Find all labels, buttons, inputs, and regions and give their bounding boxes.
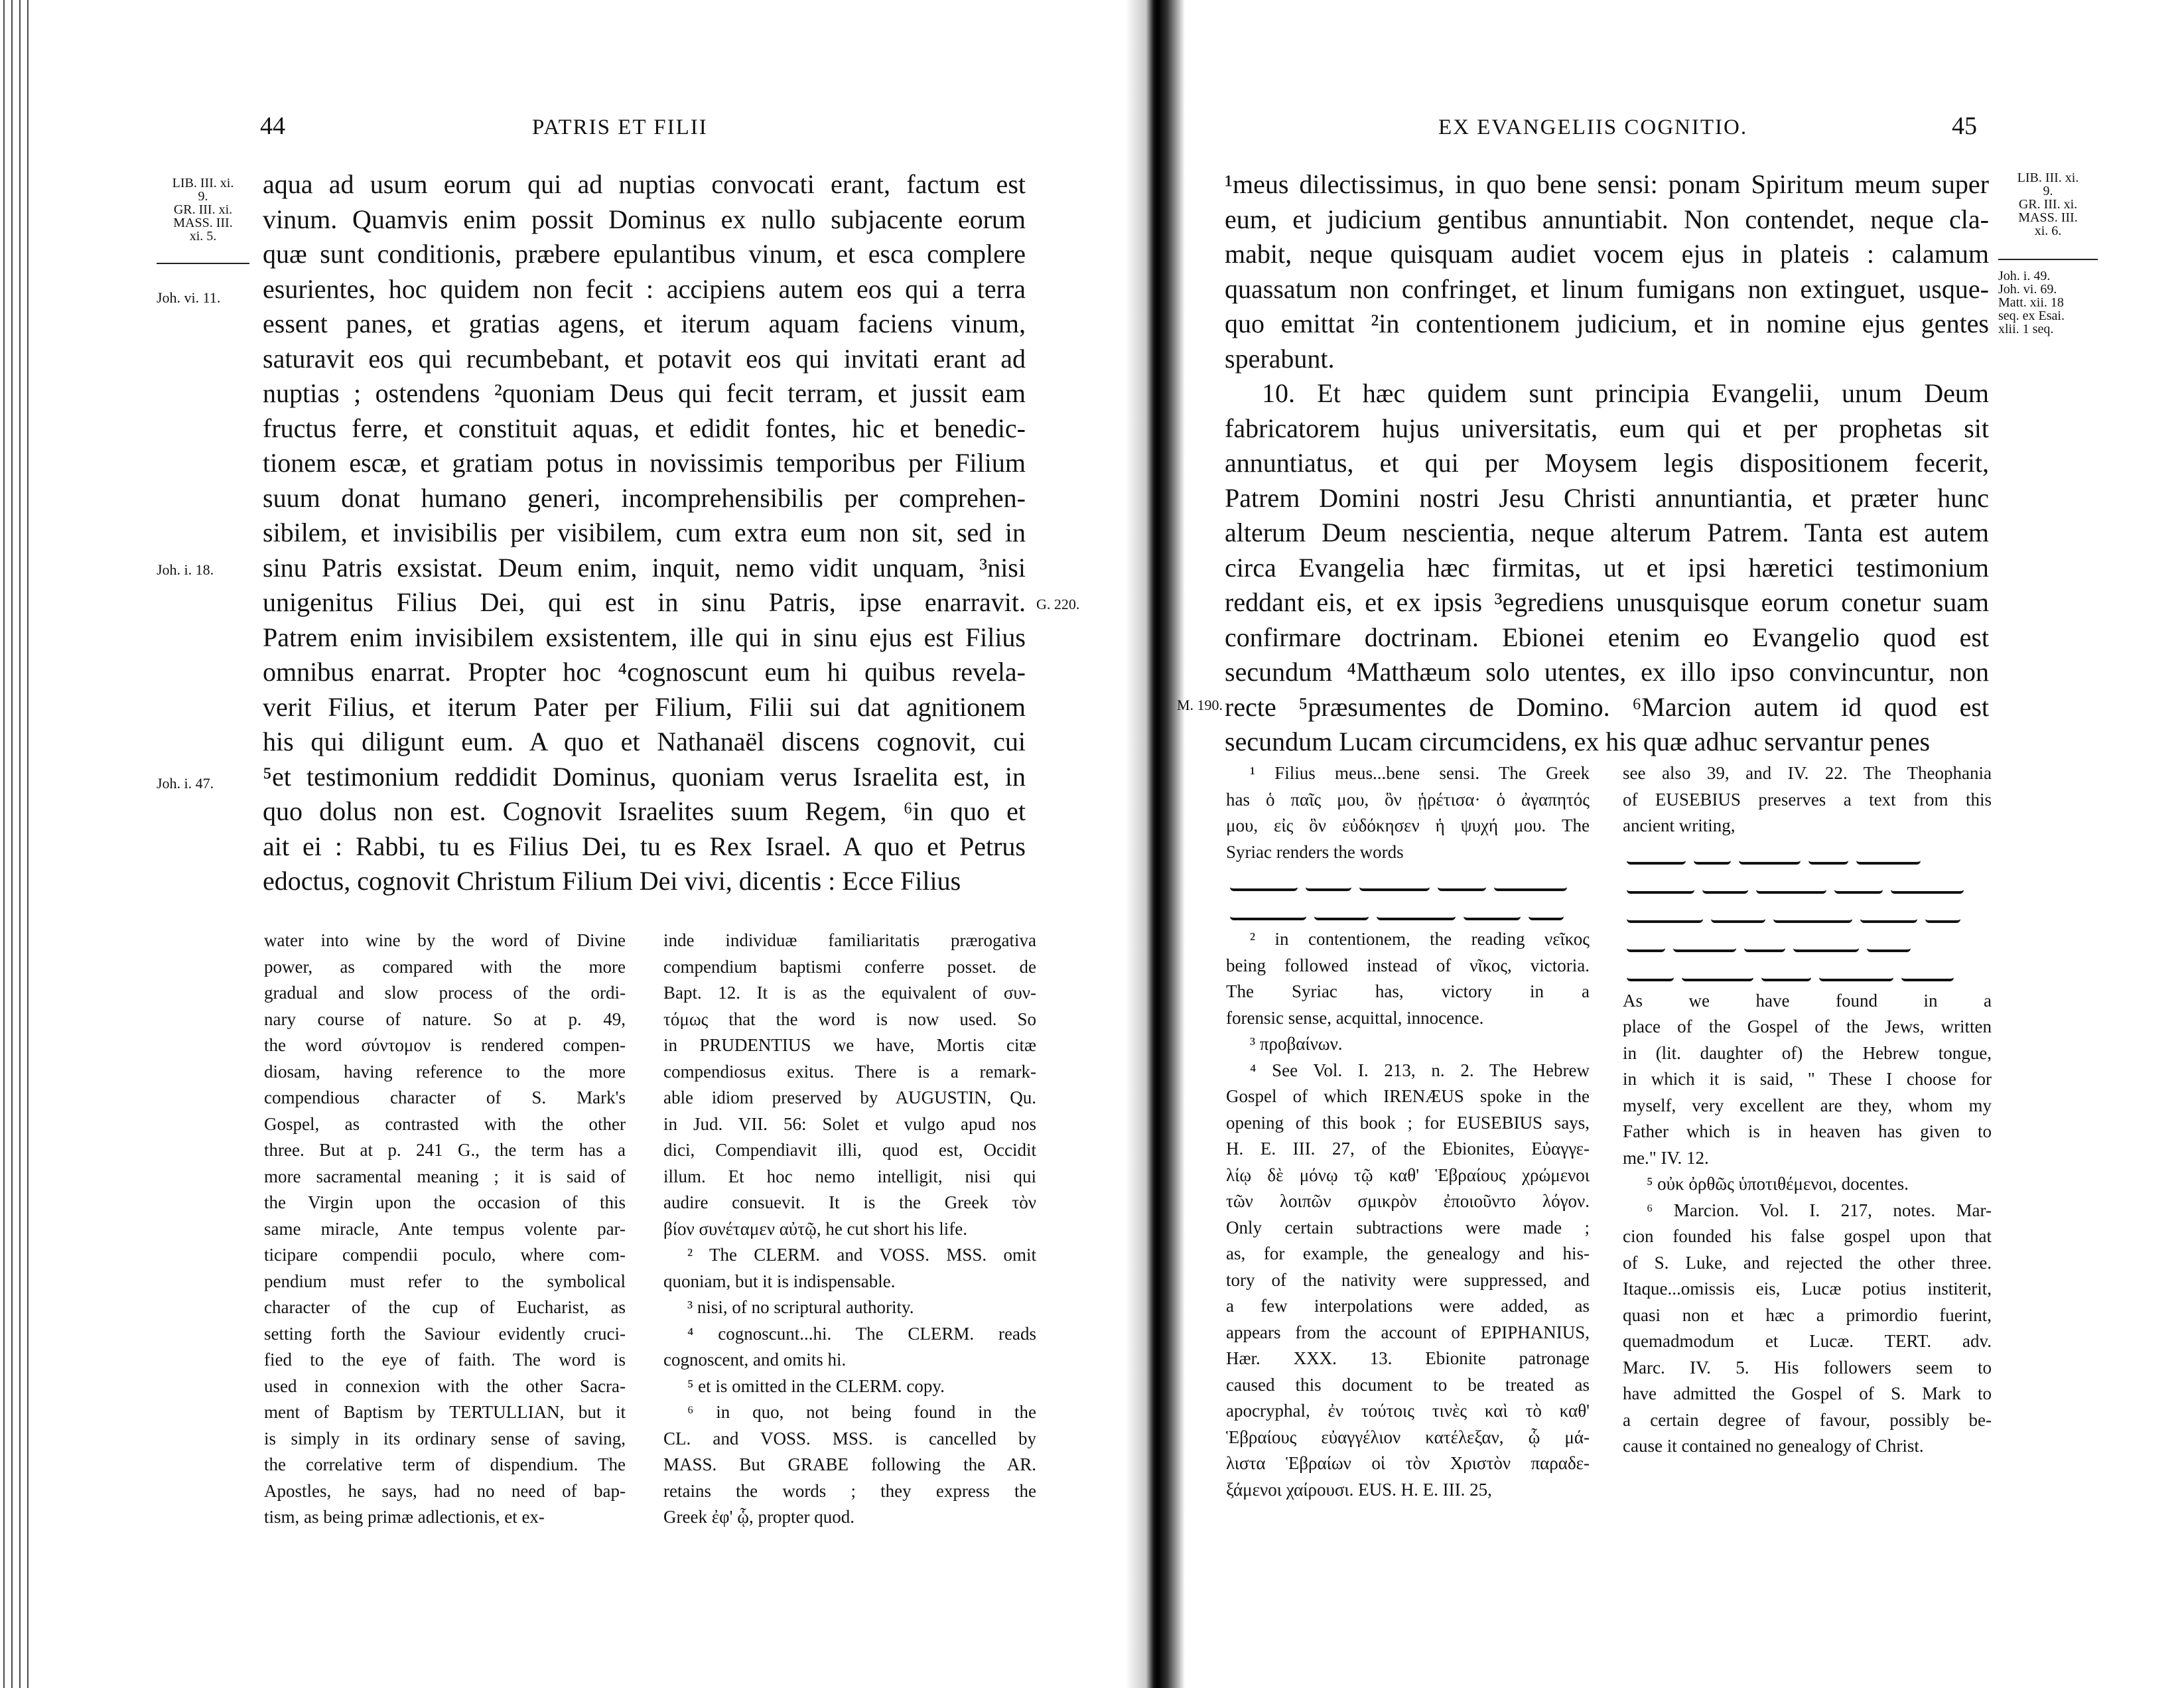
text-line: tionem escæ, et gratiam potus in novissimis temporibus per Filium — [263, 448, 1026, 478]
text-line: nuptias ; ostendens ²quoniam Deus qui fecit terram, et jussit eam — [263, 378, 1026, 408]
footnote-line: ³ προβαίνων. — [1250, 1034, 1343, 1054]
footnote-line: Bapt. 12. It is as the equivalent of συν- — [663, 983, 1036, 1003]
syriac-glyph — [1377, 903, 1456, 920]
footnote-line: compendium baptismi conferre posset. de — [663, 956, 1036, 977]
footnote-line: tory of the nativity were suppressed, and — [1226, 1269, 1590, 1290]
footnote-line: ⁵ et is omitted in the CLERM. copy. — [687, 1375, 945, 1396]
footnote-line: character of the cup of Eucharist, as — [264, 1297, 626, 1317]
footnote-line: μου, εἰς ὃν εὐδόκησεν ἡ ψυχή μου. The — [1226, 815, 1590, 835]
syriac-glyph — [1834, 877, 1883, 894]
main-text — [263, 167, 1026, 899]
footnote-line: MASS. But GRABE following the AR. — [663, 1454, 1036, 1474]
footnote-line: in Jud. VII. 56: Solet et vulgo apud nos — [663, 1113, 1036, 1134]
footnote-line: me." IV. 12. — [1623, 1147, 1709, 1168]
footnote-line: ² The CLERM. and VOSS. MSS. omit — [687, 1245, 1036, 1265]
text-line: recte ⁵præsumentes de Domino. ⁶Marcion autem id quod est — [1225, 691, 1989, 722]
syriac-glyph — [1529, 903, 1564, 920]
syriac-text-line — [1623, 871, 1992, 898]
footnote-line: apocryphal, ἐν τούτοις τινὲς καὶ τὸ καθ' — [1226, 1401, 1590, 1421]
footnote-line: appears from the account of EPIPHANIUS, — [1226, 1322, 1590, 1342]
footnote-line: λιστα Ἑβραίων οἱ τὸν Χριστὸν παραδε- — [1226, 1453, 1590, 1473]
syriac-text-line — [1226, 868, 1590, 894]
footnote-line: Gospel, as contrasted with the other — [264, 1113, 626, 1134]
syriac-glyph — [1925, 906, 1960, 923]
text-line: suum donat humano generi, incomprehensibilis per comprehen- — [263, 482, 1026, 513]
footnotes-column-2 — [663, 928, 1036, 1531]
footnote-line: Itaque...omissis eis, Lucæ potius institerit, — [1623, 1279, 1992, 1299]
text-line: quo dolus non est. Cognovit Israelites suum Regem, ⁶in quo et — [263, 796, 1026, 826]
footnote-line: Father which is in heaven has given to — [1623, 1121, 1992, 1141]
footnote-line: quemadmodum et Lucæ. TERT. adv. — [1623, 1331, 1992, 1351]
syriac-glyph — [1494, 874, 1567, 891]
footnote-line: As we have found in a — [1623, 990, 1992, 1011]
footnote-line: ξάμενοι χαίρουσι. EUS. H. E. III. 25, — [1226, 1479, 1492, 1500]
margin-ref-joh: Joh. i. 49. Joh. vi. 69. Matt. xii. 18 seq. ex Esai. xlii. 1 seq. — [1998, 269, 2065, 336]
book-gutter — [1125, 0, 1185, 1688]
footnote-line: the word σύντομον is rendered compen- — [264, 1035, 626, 1055]
syriac-glyph — [1867, 935, 1911, 952]
footnote-line: compendiosus exitus. There is a remark- — [663, 1061, 1036, 1082]
text-line: ⁵et testimonium reddidit Dominus, quoniam verus Israelita est, in — [263, 761, 1026, 792]
footnote-line: caused this document to be treated as — [1226, 1374, 1590, 1395]
footnote-line: λίῳ δὲ μόνῳ τῷ καθ' Ἑβραίους χρώμενοι — [1226, 1164, 1590, 1185]
footnotes-column-2 — [1623, 760, 1992, 1460]
text-line: Patrem enim invisibilem exsistentem, ille qui in sinu ejus est Filius — [263, 622, 1026, 652]
margin-ref-joh-i-18: Joh. i. 18. — [157, 561, 214, 578]
footnote-line: ancient writing, — [1623, 815, 1736, 835]
footnote-line: ⁴ cognoscunt...hi. The CLERM. reads — [687, 1323, 1036, 1344]
syriac-glyph — [1901, 964, 1954, 981]
footnote-line: H. E. III. 27, of the Ebionites, Εὐαγγε- — [1226, 1139, 1590, 1159]
text-line: alterum Deum nescientia, neque alterum Patrem. Tanta est autem — [1225, 518, 1989, 547]
footnote-line: a few interpolations were added, as — [1226, 1296, 1590, 1316]
syriac-glyph — [1673, 935, 1736, 952]
footnote-line: Only certain subtractions were made ; — [1226, 1217, 1590, 1237]
footnotes-column-1 — [1226, 760, 1590, 1503]
footnote-line: used in connexion with the other Sacra- — [264, 1375, 626, 1396]
footnote-line: ¹ Filius meus...bene sensi. The Greek — [1250, 763, 1590, 783]
footnote-line: a certain degree of favour, possibly be- — [1623, 1409, 1992, 1430]
footnote-line: audire consuevit. It is the Greek τὸν — [663, 1192, 1036, 1212]
margin-ref-m-190: M. 190. — [1177, 697, 1223, 713]
footnote-line: ticipare compendii poculo, where com- — [264, 1245, 626, 1265]
text-line: ait ei : Rabbi, tu es Filius Dei, tu es Rex Israel. A quo et Petrus — [263, 831, 1026, 861]
margin-ref-joh-i-47: Joh. i. 47. — [157, 775, 214, 792]
syriac-glyph — [1627, 847, 1686, 865]
syriac-glyph — [1627, 877, 1694, 894]
page-number: 44 — [260, 112, 285, 140]
syriac-glyph — [1761, 964, 1811, 981]
text-line: mabit, neque quisquam audiet vocem ejus in plateis : calamum — [1225, 239, 1989, 269]
footnote-line: gradual and slow process of the ordi- — [264, 983, 626, 1003]
syriac-glyph — [1627, 964, 1674, 981]
syriac-glyph — [1744, 935, 1785, 952]
footnote-line: the Virgin upon the occasion of this — [264, 1192, 626, 1212]
text-line: secundum ⁴Matthæum solo utentes, ex illo ipso convincuntur, non — [1225, 657, 1989, 687]
syriac-text-line — [1623, 959, 1992, 985]
footnote-line: able idiom preserved by AUGUSTIN, Qu. — [663, 1088, 1036, 1107]
footnote-line: more sacramental meaning ; it is said of — [264, 1166, 626, 1186]
footnote-line: cognoscent, and omits hi. — [663, 1350, 847, 1370]
syriac-glyph — [1756, 877, 1826, 894]
syriac-glyph — [1627, 906, 1703, 923]
footnotes-column-1 — [264, 928, 626, 1531]
footnote-line: illum. Et hoc nemo intelligit, nisi qui — [663, 1166, 1036, 1186]
text-line: quo emittat ²in contentionem judicium, et in nomine ejus gentes — [1225, 309, 1989, 338]
text-line: quæ sunt conditionis, præbere epulantibus vinum, et esca complere — [263, 239, 1026, 269]
footnote-line: compendious character of S. Mark's — [264, 1088, 626, 1107]
margin-rule — [157, 263, 249, 264]
footnote-line: Marc. IV. 5. His followers seem to — [1623, 1357, 1992, 1377]
text-line: omnibus enarrat. Propter hoc ⁴cognoscunt eum hi quibus revela- — [263, 657, 1026, 687]
syriac-glyph — [1860, 906, 1917, 923]
footnote-line: ⁵ οὐκ ὀρθῶς ὑποτιθέμενοι, docentes. — [1647, 1174, 1909, 1194]
footnote-line: forensic sense, acquittal, innocence. — [1226, 1007, 1484, 1028]
margin-rule — [1998, 259, 2098, 260]
footnote-line: βίον συνέταμεν αὐτῷ, he cut short his life. — [663, 1218, 968, 1239]
syriac-glyph — [1711, 906, 1765, 923]
margin-ref-joh-vi-11: Joh. vi. 11. — [157, 289, 221, 306]
text-line: sinu Patris exsistat. Deum enim, inquit, nemo vidit unquam, ³nisi — [263, 552, 1026, 583]
footnote-line: ⁴ See Vol. I. 213, n. 2. The Hebrew — [1250, 1060, 1590, 1080]
footnote-line: has ὁ παῖς μου, ὃν ᾑρέτισα· ὁ ἀγαπητός — [1226, 789, 1590, 809]
text-line: Patrem Domini nostri Jesu Christi annuntiantia, et præter hunc — [1225, 482, 1989, 513]
footnote-line: pendium must refer to the symbolical — [264, 1271, 626, 1291]
footnote-line: τῶν λοιπῶν σμικρὸν ἐποιοῦντο λόγον. — [1226, 1191, 1590, 1211]
text-line: 10. Et hæc quidem sunt principia Evangelii, unum Deum — [1262, 378, 1989, 408]
footnote-line: in which it is said, " These I choose for — [1623, 1069, 1992, 1089]
footnote-line: myself, very excellent are they, whom my — [1623, 1095, 1992, 1115]
syriac-glyph — [1793, 935, 1859, 952]
syriac-glyph — [1773, 906, 1852, 923]
footnote-line: place of the Gospel of the Jews, written — [1623, 1017, 1992, 1036]
footnote-line: nary course of nature. So at p. 49, — [264, 1009, 626, 1029]
margin-ref-g-220: G. 220. — [1036, 596, 1080, 612]
footnote-line: Gospel of which IRENÆUS spoke in the — [1226, 1086, 1590, 1106]
syriac-glyph — [1891, 877, 1964, 894]
page-number: 45 — [1952, 112, 1977, 140]
text-line: fabricatorem hujus universitatis, eum qui et per prophetas sit — [1225, 413, 1989, 443]
footnote-line: as, for example, the genealogy and his- — [1226, 1243, 1590, 1263]
text-line: aqua ad usum eorum qui ad nuptias convocati erant, factum est — [263, 169, 1026, 199]
footnote-line: Greek ἐφ' ᾧ, propter quod. — [663, 1507, 854, 1527]
syriac-glyph — [1359, 874, 1430, 891]
footnote-line: water into wine by the word of Divine — [264, 930, 626, 950]
footnote-line: being followed instead of νῖκος, victoria. — [1226, 955, 1590, 975]
text-line: sibilem, et invisibilis per visibilem, cum extra eum non sit, sed in — [263, 518, 1026, 547]
syriac-glyph — [1230, 903, 1306, 920]
syriac-text-line — [1226, 897, 1590, 924]
footnote-line: same miracle, Ante tempus volente par- — [264, 1218, 626, 1239]
footnote-line: The Syriac has, victory in a — [1226, 981, 1590, 1001]
main-text — [1225, 167, 1989, 760]
footnote-line: Syriac renders the words — [1226, 841, 1404, 862]
text-line: unigenitus Filius Dei, qui est in sinu Patris, ipse enarravit. — [263, 587, 1026, 617]
footnote-line: see also 39, and IV. 22. The Theophania — [1623, 763, 1992, 783]
footnote-line: diosam, having reference to the more — [264, 1061, 626, 1082]
footnote-line: opening of this book ; for EUSEBIUS says, — [1226, 1112, 1590, 1133]
footnote-line: cause it contained no genealogy of Christ. — [1623, 1436, 1924, 1456]
text-line: annuntiatus, et qui per Moysem legis dispositionem fecerit, — [1225, 448, 1989, 478]
syriac-text-line — [1623, 930, 1992, 956]
syriac-glyph — [1314, 903, 1369, 920]
text-line: vinum. Quamvis enim possit Dominus ex nullo subjacente eorum — [263, 204, 1026, 234]
syriac-text-line — [1623, 900, 1992, 927]
footnote-line: is simply in its ordinary sense of saving, — [264, 1428, 626, 1448]
text-line: quassatum non confringet, et linum fumigans non extinguet, usque- — [1225, 273, 1989, 304]
text-line: essent panes, et gratias agens, et iterum aquam faciens vinum, — [263, 309, 1026, 338]
text-line: ¹meus dilectissimus, in quo bene sensi: ponam Spiritum meum super — [1225, 169, 1989, 199]
text-line: reddant eis, et ex ipsis ³egrediens unusquisque eorum conetur suam — [1225, 587, 1989, 617]
footnote-line: tism, as being primæ adlectionis, et ex- — [264, 1507, 545, 1527]
footnote-line: in PRUDENTIUS we have, Mortis citæ — [663, 1035, 1036, 1055]
footnote-line: inde individuæ familiaritatis prærogativa — [663, 930, 1036, 950]
footnote-line: have admitted the Gospel of S. Mark to — [1623, 1383, 1992, 1403]
text-line: secundum Lucam circumcidens, ex his quæ adhuc servantur penes — [1225, 727, 1931, 756]
footnote-line: quoniam, but it is indispensable. — [663, 1271, 896, 1291]
footnote-line: Ἑβραίους εὐαγγέλιον κατέλεξαν, ᾧ μά- — [1226, 1427, 1590, 1447]
text-line: eum, et judicium gentibus annuntiabit. Non contendet, neque cla- — [1225, 204, 1989, 234]
margin-ref-lib: LIB. III. xi. 9. GR. III. xi. MASS. III. xi. 6. — [2017, 171, 2079, 238]
footnote-line: Hær. XXX. 13. Ebionite patronage — [1226, 1348, 1590, 1368]
footnote-line: in (lit. daughter of) the Hebrew tongue, — [1623, 1042, 1992, 1063]
text-line: verit Filius, et iterum Pater per Filium, Filii sui dat agnitionem — [263, 691, 1026, 722]
text-line: saturavit eos qui recumbebant, et potavit eos qui invitati erant ad — [263, 343, 1026, 374]
footnote-line: of EUSEBIUS preserves a text from this — [1623, 789, 1992, 809]
syriac-glyph — [1819, 964, 1893, 981]
footnote-line: ⁶ Marcion. Vol. I. 217, notes. Mar- — [1647, 1200, 1992, 1220]
text-line: circa Evangelia hæc firmitas, ut et ipsi hæretici testimonium — [1225, 552, 1989, 583]
footnote-line: ment of Baptism by TERTULLIAN, but it — [264, 1402, 626, 1422]
footnote-line: cion founded his false gospel upon that — [1623, 1226, 1992, 1246]
footnote-line: quasi non et hæc a primordio fuerint, — [1623, 1304, 1992, 1325]
footnote-line: ⁶ in quo, not being found in the — [687, 1402, 1036, 1422]
running-head: EX EVANGELIIS COGNITIO. — [1438, 115, 1748, 139]
syriac-glyph — [1306, 874, 1351, 891]
syriac-glyph — [1627, 935, 1665, 952]
syriac-glyph — [1438, 874, 1486, 891]
text-line: confirmare doctrinam. Ebionei etenim eo Evangelio quod est — [1225, 622, 1989, 652]
text-line: his qui diligunt eum. A quo et Nathanaël discens cognovit, cui — [263, 727, 1026, 756]
text-line: esurientes, hoc quidem non fecit : accipiens autem eos qui a terra — [263, 273, 1026, 304]
footnote-line: CL. and VOSS. MSS. is cancelled by — [663, 1428, 1036, 1448]
footnote-line: ³ nisi, of no scriptural authority. — [687, 1297, 914, 1317]
footnote-line: dici, Compendiavit illi, quod est, Occidit — [663, 1140, 1036, 1160]
footnote-line: setting forth the Saviour evidently cruci- — [264, 1323, 626, 1344]
footnote-line: τόμως that the word is now used. So — [663, 1009, 1036, 1029]
syriac-glyph — [1694, 847, 1731, 865]
footnote-line: three. But at p. 241 G., the term has a — [264, 1140, 626, 1160]
syriac-glyph — [1230, 874, 1298, 891]
footnote-line: of S. Luke, and rejected the other three. — [1623, 1252, 1992, 1273]
footnote-line: ² in contentionem, the reading νεῖκος — [1250, 929, 1590, 949]
syriac-glyph — [1809, 847, 1848, 865]
syriac-glyph — [1682, 964, 1753, 981]
footnote-line: the correlative term of dispendium. The — [264, 1454, 626, 1474]
text-line: fructus ferre, et constituit aquas, et edidit fontes, hic et benedic- — [263, 413, 1026, 443]
footnote-line: Apostles, he says, had no need of bap- — [264, 1480, 626, 1501]
syriac-glyph — [1856, 847, 1921, 865]
right-page — [1177, 0, 2184, 1688]
syriac-text-line — [1623, 842, 1992, 869]
text-line: sperabunt. — [1225, 343, 1335, 374]
footnote-line: power, as compared with the more — [264, 956, 626, 977]
syriac-glyph — [1702, 877, 1748, 894]
footnote-line: fied to the eye of faith. The word is — [264, 1350, 626, 1370]
margin-ref-lib: LIB. III. xi. 9. GR. III. xi. MASS. III. xi. 5. — [172, 176, 234, 244]
running-head: PATRIS ET FILII — [532, 115, 708, 139]
syriac-glyph — [1739, 847, 1801, 865]
syriac-glyph — [1464, 903, 1521, 920]
text-line: edoctus, cognovit Christum Filium Dei vivi, dicentis : Ecce Filius — [263, 866, 961, 896]
footnote-line: retains the words ; they express the — [663, 1480, 1036, 1501]
